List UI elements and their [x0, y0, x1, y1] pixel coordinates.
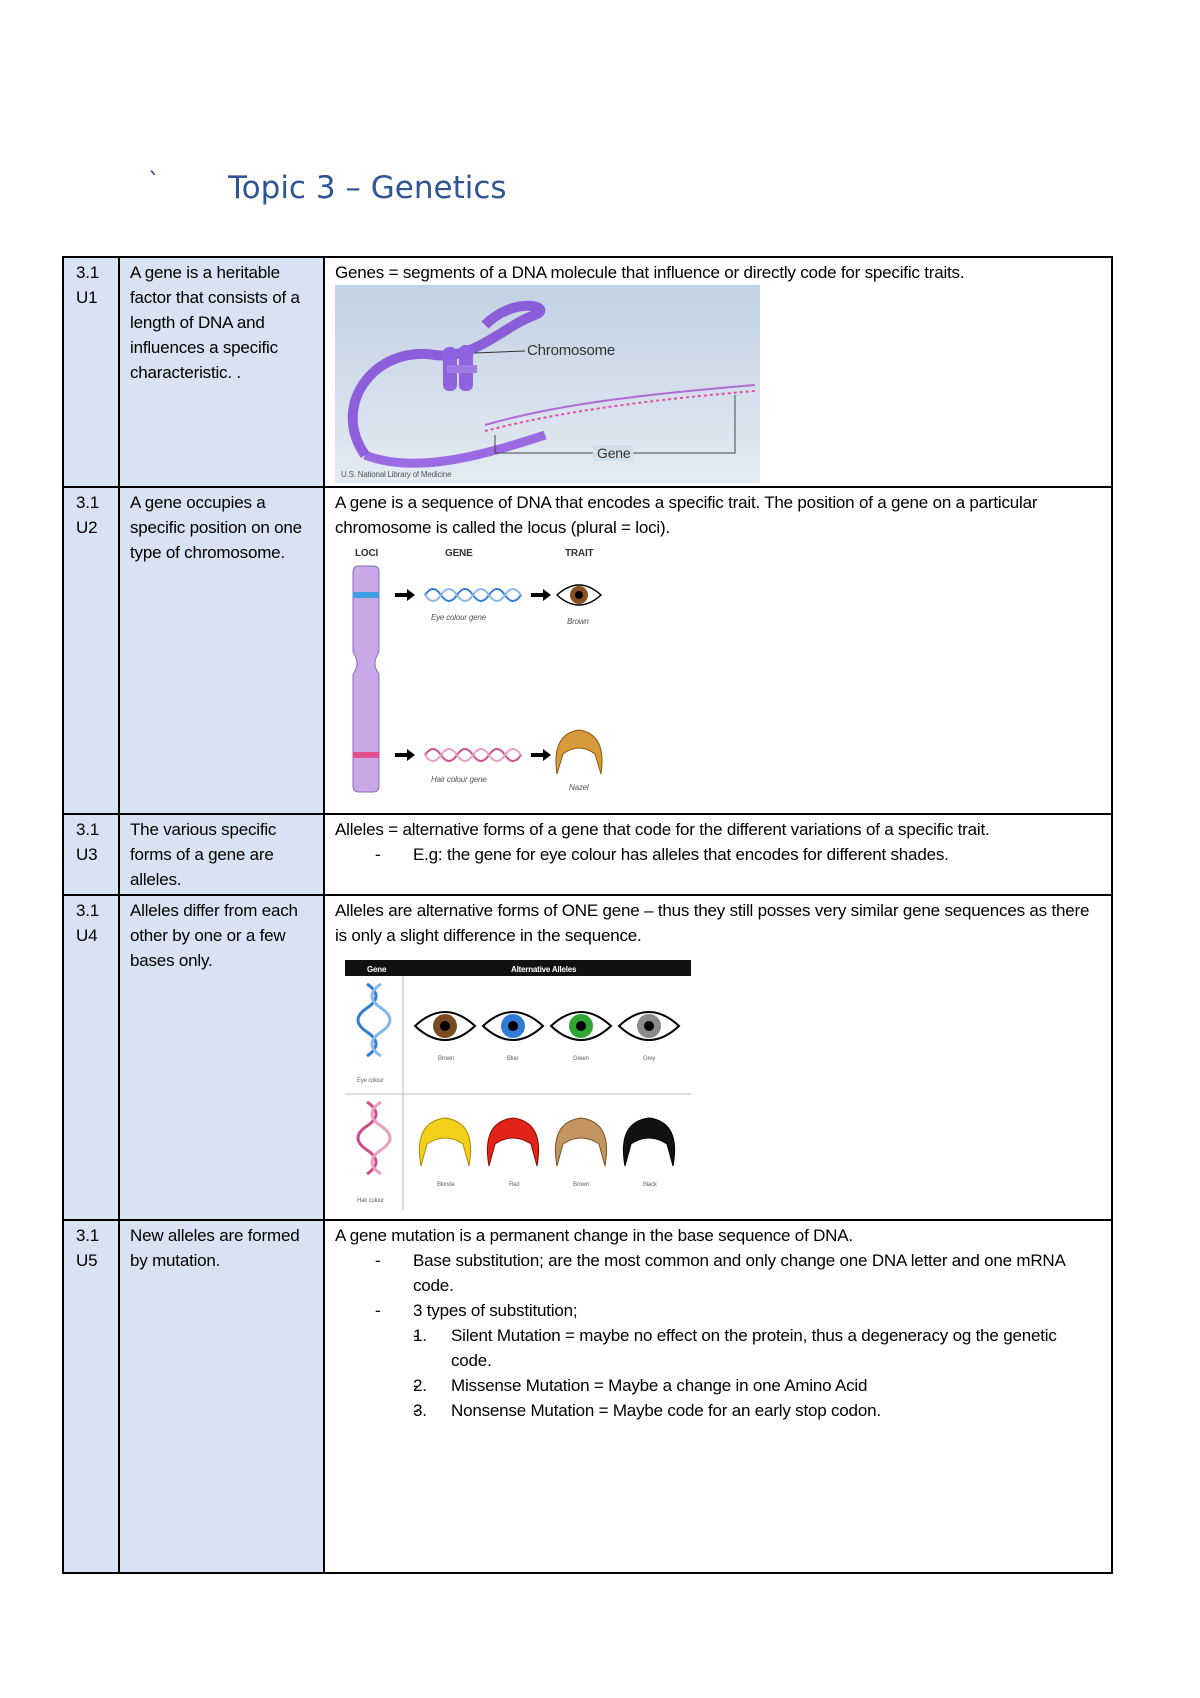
code-cell: 3.1 U4 — [63, 895, 119, 1220]
table-row — [63, 814, 1112, 895]
notes-table — [62, 256, 1113, 1574]
trait-caption-eye: Brown — [567, 617, 589, 626]
statement-cell: New alleles are formed by mutation. — [119, 1220, 324, 1573]
list-item: - Base substitution; are the most common and only change one DNA letter and one mRNA code. — [375, 1248, 1101, 1298]
notes-cell — [324, 257, 1112, 487]
loci-gene-trait-figure — [335, 544, 635, 794]
head-alleles: Alternative Alleles — [511, 965, 577, 974]
chromosome-gene-figure — [335, 285, 760, 483]
note-text: A gene mutation is a permanent change in the base sequence of DNA. — [335, 1226, 853, 1245]
col-trait: TRAIT — [565, 548, 594, 559]
notes-cell — [324, 1220, 1112, 1573]
eye-caption: Blue — [507, 1056, 519, 1062]
statement-cell: A gene is a heritable factor that consists of a length of DNA and influences a specific characteristic. . — [119, 257, 324, 487]
bullet-list — [335, 842, 1101, 867]
head-gene: Gene — [367, 965, 387, 974]
page-title: Topic 3 – Genetics — [228, 170, 507, 206]
table-row — [63, 257, 1112, 487]
gene-caption-eye: Eye colour gene — [431, 613, 486, 622]
note-text: Alleles = alternative forms of a gene that code for the different variations of a specific trait. — [335, 820, 990, 839]
notes-cell — [324, 814, 1112, 895]
list-item: - 3. Nonsense Mutation = Maybe code for an early stop codon. — [413, 1398, 1101, 1423]
gene-caption-eye: Eye colour — [357, 1078, 384, 1084]
code-cell: 3.1 U3 — [63, 814, 119, 895]
list-item: - 1. Silent Mutation = maybe no effect on the protein, thus a degeneracy og the genetic code. — [413, 1323, 1101, 1373]
chromosome-label: Chromosome — [527, 342, 616, 359]
code-cell: 3.1 U2 — [63, 487, 119, 814]
bullet-list — [335, 1248, 1101, 1423]
notes-cell — [324, 895, 1112, 1220]
notes-cell — [324, 487, 1112, 814]
statement-cell: A gene occupies a specific position on one type of chromosome. — [119, 487, 324, 814]
table-row — [63, 895, 1112, 1220]
gene-caption-hair: Hair colour gene — [431, 775, 487, 784]
trait-caption-hair: Nazel — [569, 783, 589, 792]
numbered-list — [413, 1323, 1101, 1423]
table-row — [63, 1220, 1112, 1573]
code-cell: 3.1 U1 — [63, 257, 119, 487]
list-item: - 3 types of substitution; - 1. Silent Mutation = maybe no effect on the protein, thus a degeneracy og the genetic code. - 2. Missense Mutation = Maybe a change in one Amino Acid - 3. Nonsense Mutation = Maybe code for an early stop codon. — [375, 1298, 1101, 1423]
hair-caption: Brown — [573, 1182, 590, 1188]
gene-caption-hair: Hair colour — [357, 1198, 384, 1204]
gene-label: Gene — [597, 445, 631, 461]
list-item: - E.g: the gene for eye colour has alleles that encodes for different shades. — [375, 842, 1101, 867]
list-item: - 2. Missense Mutation = Maybe a change in one Amino Acid — [413, 1373, 1101, 1398]
note-text: Alleles are alternative forms of ONE gene – thus they still posses very similar gene sequences as there is only a slight difference in the sequence. — [335, 901, 1090, 945]
table-row — [63, 487, 1112, 814]
image-credit: U.S. National Library of Medicine — [341, 470, 452, 479]
hair-caption: Blonde — [437, 1182, 455, 1188]
hair-caption: Red — [509, 1182, 520, 1188]
note-text: Genes = segments of a DNA molecule that influence or directly code for specific traits. — [335, 263, 965, 282]
col-loci: LOCI — [355, 548, 379, 559]
note-text: A gene is a sequence of DNA that encodes a specific trait. The position of a gene on a particular chromosome is called the locus (plural = loci). — [335, 493, 1038, 537]
hair-caption: Black — [643, 1182, 657, 1188]
statement-cell: Alleles differ from each other by one or a few bases only. — [119, 895, 324, 1220]
col-gene: GENE — [445, 548, 473, 559]
eye-caption: Green — [573, 1056, 589, 1062]
eye-caption: Brown — [438, 1056, 455, 1062]
stray-backtick: ` — [148, 168, 160, 196]
alternative-alleles-figure — [345, 960, 691, 1210]
statement-cell: The various specific forms of a gene are alleles. — [119, 814, 324, 895]
code-cell: 3.1 U5 — [63, 1220, 119, 1573]
eye-caption: Grey — [643, 1056, 656, 1062]
